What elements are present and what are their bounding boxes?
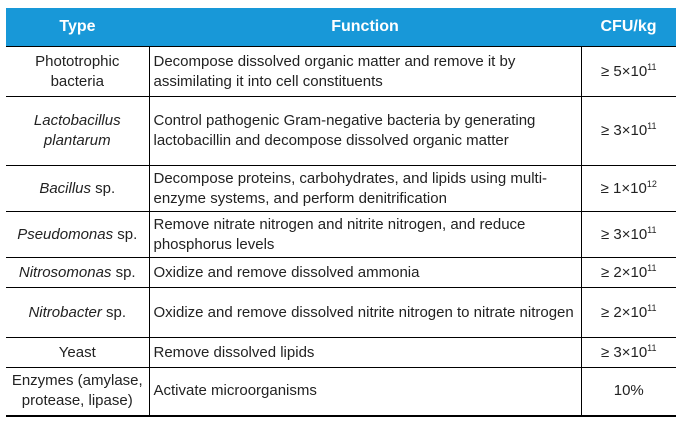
function-cell: Oxidize and remove dissolved ammonia <box>149 258 581 288</box>
function-cell: Activate microorganisms <box>149 368 581 416</box>
type-cell: Enzymes (amylase, protease, lipase) <box>6 368 149 416</box>
type-cell: Nitrosomonas sp. <box>6 258 149 288</box>
table-row <box>6 166 676 212</box>
header-cfu: CFU/kg <box>581 8 676 47</box>
header-function: Function <box>149 8 581 47</box>
cfu-cell: ≥ $5\times 10^{11}$ <box>581 47 676 97</box>
function-cell: Decompose proteins, carbohydrates, and lipids using multi-enzyme systems, and perform denitrification <box>149 166 581 212</box>
type-cell: Lactobacillus plantarum <box>6 97 149 166</box>
table-row <box>6 97 676 166</box>
cfu-cell: ≥ $2\times 10^{11}$ <box>581 258 676 288</box>
type-cell: Phototrophic bacteria <box>6 47 149 97</box>
cfu-cell: ≥ $1\times 10^{12}$ <box>581 166 676 212</box>
table-row <box>6 212 676 258</box>
table-row <box>6 368 676 416</box>
table-row <box>6 47 676 97</box>
function-cell: Remove dissolved lipids <box>149 338 581 368</box>
cfu-cell: ≥ $2\times 10^{11}$ <box>581 288 676 338</box>
microbe-table <box>6 8 676 417</box>
function-cell: Control pathogenic Gram-negative bacteria by generating lactobacillin and decompose dissolved organic matter <box>149 97 581 166</box>
cfu-cell: 10% <box>581 368 676 416</box>
type-cell: Pseudomonas sp. <box>6 212 149 258</box>
function-cell: Oxidize and remove dissolved nitrite nitrogen to nitrate nitrogen <box>149 288 581 338</box>
table-row <box>6 338 676 368</box>
header-row <box>6 8 676 47</box>
function-cell: Decompose dissolved organic matter and remove it by assimilating it into cell constituents <box>149 47 581 97</box>
table-row <box>6 258 676 288</box>
function-cell: Remove nitrate nitrogen and nitrite nitrogen, and reduce phosphorus levels <box>149 212 581 258</box>
header-type: Type <box>6 8 149 47</box>
cfu-cell: ≥ $3\times 10^{11}$ <box>581 338 676 368</box>
type-cell: Bacillus sp. <box>6 166 149 212</box>
cfu-cell: ≥ $3\times 10^{11}$ <box>581 97 676 166</box>
type-cell: Nitrobacter sp. <box>6 288 149 338</box>
type-cell: Yeast <box>6 338 149 368</box>
cfu-cell: ≥ $3\times 10^{11}$ <box>581 212 676 258</box>
table-row <box>6 288 676 338</box>
